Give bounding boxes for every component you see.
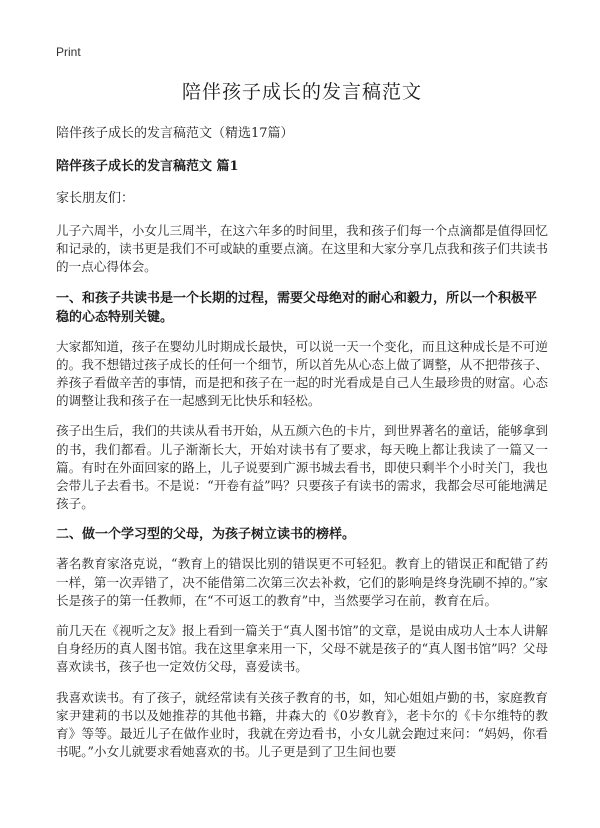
heading-point-one: 一、和孩子共读书是一个长期的过程，需要父母绝对的耐心和毅力，所以一个积极平稳的心态特别关键。 [56, 290, 538, 325]
paragraph-mindset: 大家都知道，孩子在婴幼儿时期成长最快，可以说一天一个变化，而且这种成长是不可逆的。我不想错过孩子成长的任何一个细节，所以首先从心态上做了调整，从不把带孩子、养孩子看做辛苦的事情，而是把和孩子在一起的时光看成是自己人生最珍贵的财富。心态的调整让我和孩子在一起感到无比快乐和轻松。 [56, 338, 548, 409]
document-subtitle: 陪伴孩子成长的发言稿范文（精选17篇） [56, 126, 294, 141]
section-title: 陪伴孩子成长的发言稿范文 篇1 [56, 159, 239, 174]
print-label[interactable]: Print [56, 45, 81, 59]
paragraph-intro: 儿子六周半，小女儿三周半，在这六年多的时间里，我和孩子们每一个点滴都是值得回忆和记录的，读书更是我们不可或缺的重要点滴。在这里和大家分享几点我和孩子们共读书的一点心得体会。 [56, 223, 548, 275]
paragraph-i-like-reading: 我喜欢读书。有了孩子，就经常读有关孩子教育的书，如，知心姐姐卢勤的书，家庭教育家尹建莉的书以及她推荐的其他书籍，井森大的《0岁教育》，老卡尔的《卡尔维特的教育》等等。最近儿子在做作业时，我就在旁边看书，小女儿就会跑过来问：“妈妈，你看书呢。”小女儿就要求看她喜欢的书。儿子更是到了卫生间也要 [56, 689, 548, 760]
paragraph-reading-start: 孩子出生后，我们的共读从看书开始，从五颜六色的卡片，到世界著名的童话，能够拿到的书，我们都看。儿子渐渐长大，开始对读书有了要求，每天晚上都让我读了一篇又一篇。有时在外面回家的路上，儿子说要到广源书城去看书，即使只剩半个小时关门，我也会带儿子去看书。不是说：“开卷有益”吗？只要孩子有读书的需求，我都会尽可能地满足孩子。 [56, 423, 548, 512]
paragraph-human-library: 前几天在《视听之友》报上看到一篇关于“真人图书馆”的文章，是说由成功人士本人讲解自身经历的真人图书馆。我在这里拿来用一下，父母不就是孩子的“真人图书馆”吗？父母喜欢读书，孩子也一定效仿父母，喜爱读书。 [56, 623, 548, 675]
document-page [56, 78, 548, 773]
document-title: 陪伴孩子成长的发言稿范文 [181, 81, 422, 103]
greeting: 家长朋友们： [56, 191, 135, 206]
paragraph-locke-quote: 著名教育家洛克说，“教育上的错误比别的错误更不可轻犯。教育上的错误正和配错了药一样，第一次弄错了，决不能借第二次第三次去补救，它们的影响是终身洗刷不掉的。”家长是孩子的第一任教师，在“不可返工的教育”中，当然要学习在前，教育在后。 [56, 556, 548, 608]
heading-point-two: 二、做一个学习型的父母，为孩子树立读书的榜样。 [56, 527, 356, 543]
